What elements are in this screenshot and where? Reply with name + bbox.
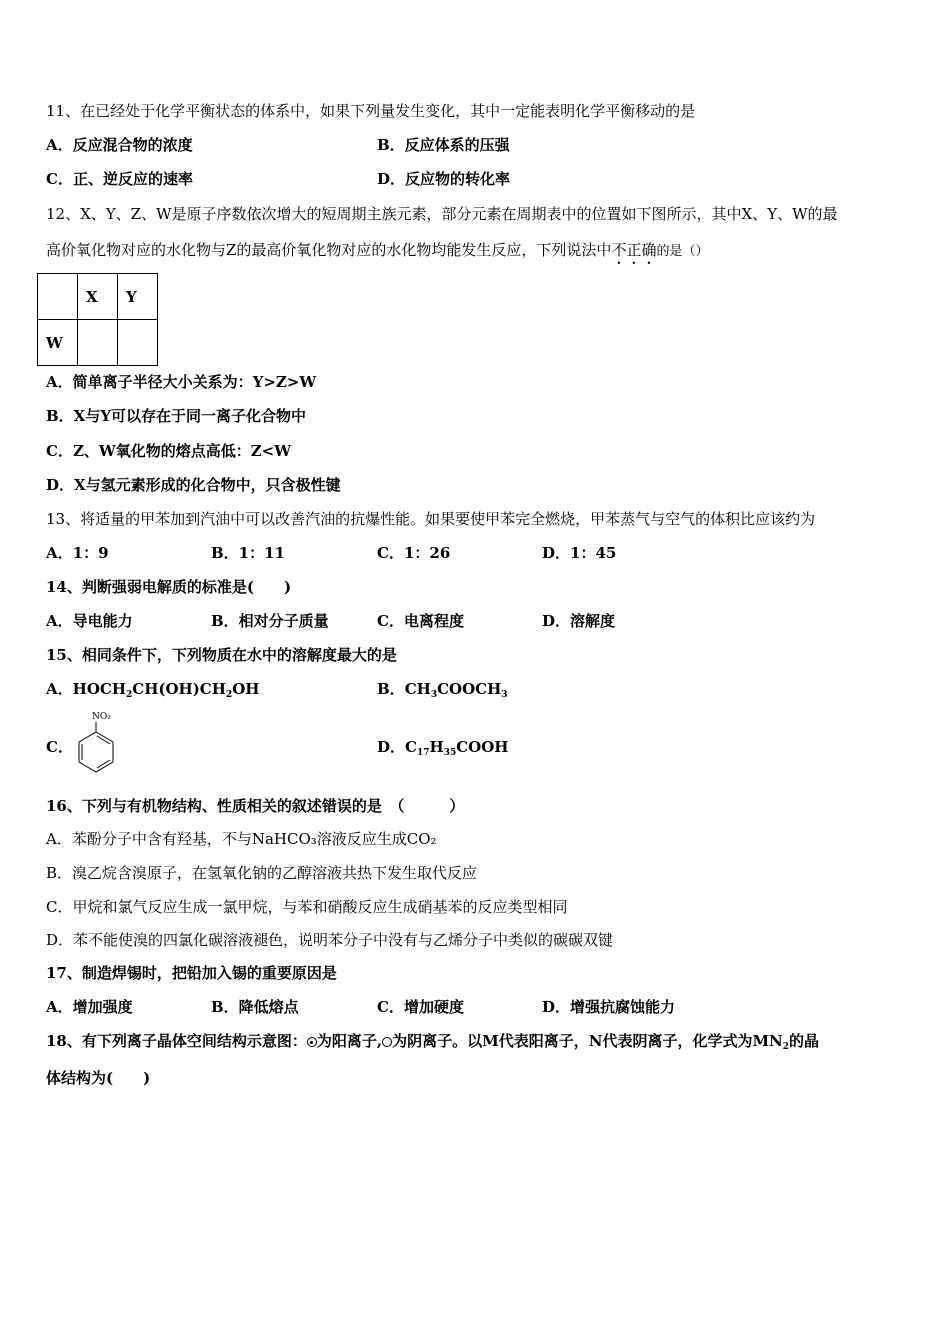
q11-option-b[interactable]: B．反应体系的压强 — [377, 136, 510, 154]
q12-stem-part1: 高价氧化物对应的水化物与Z的最高价氧化物对应的水化物均能发生反应，下列说法中 — [46, 241, 612, 259]
formula-part: OH — [232, 680, 260, 698]
q17-option-d[interactable]: D．增强抗腐蚀能力 — [542, 998, 676, 1016]
formula-part: COOCH — [437, 680, 502, 698]
formula-part: C — [405, 738, 417, 756]
q13-stem: 13、将适量的甲苯加到汽油中可以改善汽油的抗爆性能。如果要使甲苯完全燃烧，甲苯蒸气与空气的体积比应该约为 — [46, 510, 816, 528]
benzene-ring — [79, 732, 113, 772]
q15-option-d[interactable] — [377, 737, 508, 757]
formula-part: HOCH — [72, 680, 126, 698]
q11-option-d[interactable]: D．反应物的转化率 — [377, 170, 511, 188]
formula-subscript: 2 — [126, 690, 133, 700]
q17-option-c[interactable]: C．增加硬度 — [377, 998, 464, 1016]
table-cell-y: Y — [118, 274, 158, 320]
formula-subscript: 35 — [443, 748, 457, 758]
q12-option-a[interactable]: A．简单离子半径大小关系为：Y>Z>W — [46, 373, 317, 391]
table-cell-empty — [78, 320, 118, 366]
q16-stem: 16、下列与有机物结构、性质相关的叙述错误的是 （ ） — [46, 797, 465, 815]
q18-stem-part: 的晶 — [789, 1032, 820, 1050]
formula-subscript: 2 — [782, 1042, 790, 1052]
q13-option-d[interactable]: D．1：45 — [542, 544, 617, 562]
option-label: B． — [377, 680, 405, 698]
nitro-group-label: NO₂ — [92, 712, 111, 722]
cation-symbol-icon — [307, 1037, 317, 1047]
q13-option-c[interactable]: C．1：26 — [377, 544, 451, 562]
q18-stem-line1 — [46, 1031, 819, 1051]
formula-subscript: 17 — [416, 748, 430, 758]
q18-stem-part: 18、有下列离子晶体空间结构示意图： — [46, 1032, 307, 1050]
periodic-table-fragment — [37, 273, 158, 366]
q15-option-a[interactable] — [46, 679, 259, 699]
q18-stem-line2: 体结构为( ) — [46, 1069, 151, 1087]
q18-stem-part: 为阳离子, — [316, 1032, 383, 1050]
q17-stem: 17、制造焊锡时，把铅加入锡的重要原因是 — [46, 964, 337, 982]
table-cell-empty — [38, 274, 78, 320]
formula-part: CH — [404, 680, 431, 698]
q11-option-a[interactable]: A．反应混合物的浓度 — [46, 136, 193, 154]
q17-option-b[interactable]: B．降低熔点 — [211, 998, 299, 1016]
q12-option-d[interactable]: D．X与氢元素形成的化合物中，只含极性键 — [46, 476, 341, 494]
table-cell-w: W — [38, 320, 78, 366]
formula-part: CH(OH)CH — [132, 680, 226, 698]
double-bond — [97, 736, 110, 744]
q12-stem-line1: 12、X、Y、Z、W是原子序数依次增大的短周期主族元素，部分元素在周期表中的位置如下图所示，其中X、Y、W的最 — [46, 205, 838, 223]
q14-option-b[interactable]: B．相对分子质量 — [211, 612, 329, 630]
q16-option-b[interactable]: B．溴乙烷含溴原子，在氢氧化钠的乙醇溶液共热下发生取代反应 — [46, 864, 478, 882]
q12-stem-line2 — [46, 240, 708, 268]
double-bond — [97, 760, 110, 768]
q15-option-c[interactable] — [46, 737, 73, 757]
formula-part: H — [429, 738, 444, 756]
q14-stem: 14、判断强弱电解质的标准是( ) — [46, 578, 292, 596]
table-cell-empty — [118, 320, 158, 366]
q12-stem-part3: 的是（） — [656, 244, 709, 259]
q16-option-a[interactable]: A．苯酚分子中含有羟基，不与NaHCO₃溶液反应生成CO₂ — [46, 830, 437, 848]
formula-subscript: 2 — [225, 690, 233, 700]
q11-option-c[interactable]: C．正、逆反应的速率 — [46, 170, 193, 188]
anion-symbol-icon — [382, 1037, 392, 1047]
q12-emphasis: 不正确 — [611, 241, 657, 259]
option-label: D． — [377, 738, 406, 756]
table-cell-x: X — [78, 274, 118, 320]
q16-option-c[interactable]: C．甲烷和氯气反应生成一氯甲烷，与苯和硝酸反应生成硝基苯的反应类型相同 — [46, 898, 568, 916]
formula-subscript: 3 — [430, 690, 438, 700]
q12-option-b[interactable]: B．X与Y可以存在于同一离子化合物中 — [46, 407, 307, 425]
q17-option-a[interactable]: A．增加强度 — [46, 998, 133, 1016]
q11-stem: 11、在已经处于化学平衡状态的体系中，如果下列量发生变化，其中一定能表明化学平衡移动的是 — [46, 102, 696, 120]
nitrobenzene-structure — [74, 708, 120, 776]
q14-option-a[interactable]: A．导电能力 — [46, 612, 133, 630]
option-label: A． — [46, 680, 73, 698]
q13-option-a[interactable]: A．1：9 — [46, 544, 109, 562]
formula-subscript: 3 — [501, 690, 508, 700]
q14-option-d[interactable]: D．溶解度 — [542, 612, 616, 630]
q12-option-c[interactable]: C．Z、W氧化物的熔点高低：Z<W — [46, 442, 292, 460]
q15-stem: 15、相同条件下，下列物质在水中的溶解度最大的是 — [46, 646, 397, 664]
formula-part: COOH — [456, 738, 509, 756]
option-label: C． — [46, 738, 73, 756]
q14-option-c[interactable]: C．电离程度 — [377, 612, 464, 630]
q16-option-d[interactable]: D．苯不能使溴的四氯化碳溶液褪色，说明苯分子中没有与乙烯分子中类似的碳碳双键 — [46, 931, 614, 949]
q15-option-b[interactable] — [377, 679, 508, 699]
q13-option-b[interactable]: B．1：11 — [211, 544, 285, 562]
q18-stem-part: 为阴离子。以M代表阳离子，N代表阴离子，化学式为MN — [392, 1032, 783, 1050]
